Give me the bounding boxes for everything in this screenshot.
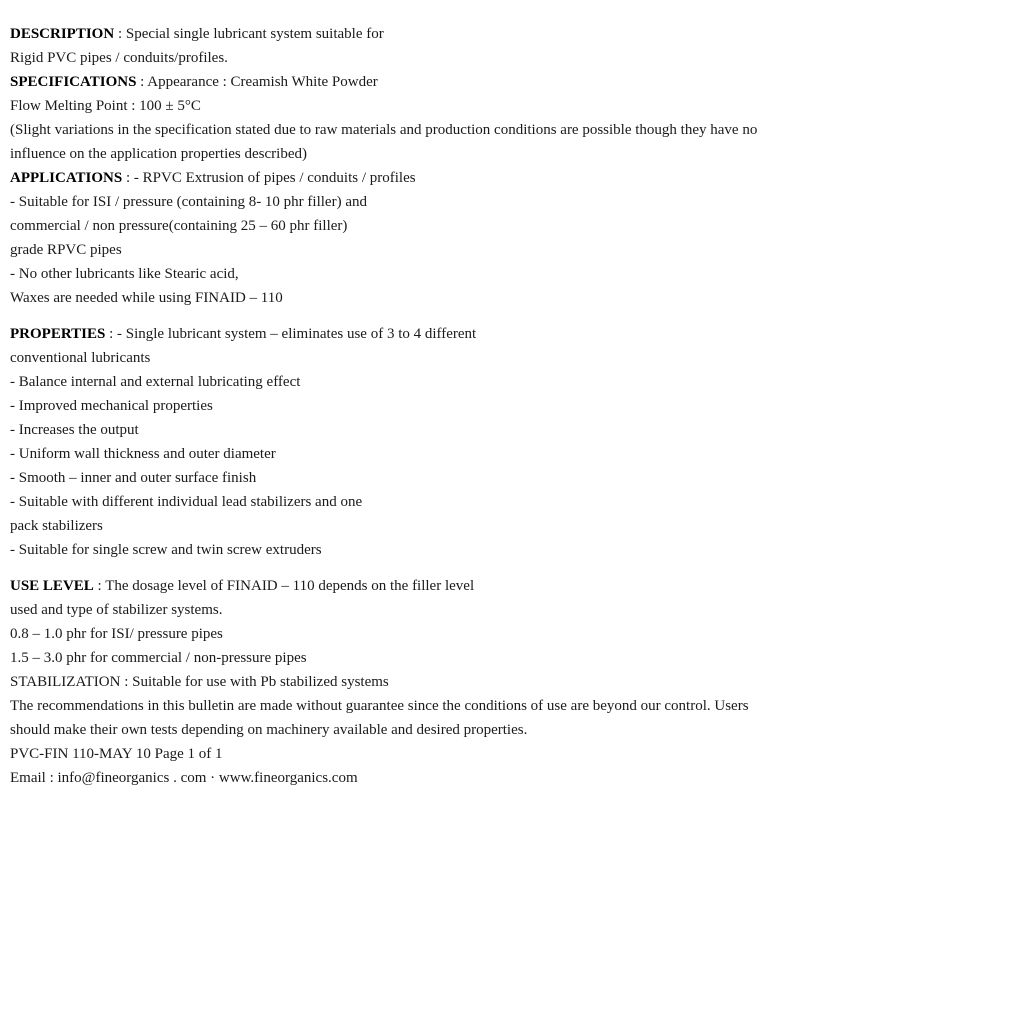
- description-section: [10, 22, 1010, 70]
- applications-text: : - RPVC Extrusion of pipes / conduits / profiles: [122, 170, 416, 186]
- properties-line: - Improved mechanical properties: [10, 398, 213, 414]
- specifications-note-2: influence on the application properties described): [10, 146, 307, 162]
- stabilization-line: STABILIZATION : Suitable for use with Pb stabilized systems: [10, 674, 389, 690]
- footer: [10, 742, 1010, 790]
- applications-line: Waxes are needed while using FINAID – 110: [10, 290, 283, 306]
- properties-line: - Uniform wall thickness and outer diameter: [10, 446, 276, 462]
- use-level-heading: USE LEVEL: [10, 578, 94, 594]
- properties-line-1: [10, 322, 1010, 346]
- properties-line: - Smooth – inner and outer surface finish: [10, 470, 257, 486]
- applications-line: - No other lubricants like Stearic acid,: [10, 266, 239, 282]
- flow-melting-point: Flow Melting Point : 100 ± 5°C: [10, 98, 201, 114]
- applications-line: - Suitable for ISI / pressure (containing 8- 10 phr filler) and: [10, 194, 367, 210]
- specifications-section: [10, 70, 1010, 166]
- applications-heading: APPLICATIONS: [10, 170, 123, 186]
- properties-line: - Suitable with different individual lead stabilizers and one: [10, 494, 363, 510]
- appearance-text: : Appearance : Creamish White Powder: [136, 74, 378, 90]
- specifications-note-1: (Slight variations in the specification stated due to raw materials and production conditions are possible though they have no: [10, 122, 758, 138]
- description-text: : Special single lubricant system suitable for: [114, 26, 384, 42]
- properties-line: - Increases the output: [10, 422, 139, 438]
- use-level-line: used and type of stabilizer systems.: [10, 602, 223, 618]
- use-level-line: 1.5 – 3.0 phr for commercial / non-pressure pipes: [10, 650, 307, 666]
- document-reference: PVC-FIN 110-MAY 10 Page 1 of 1: [10, 746, 223, 762]
- specifications-line-1: [10, 70, 1010, 94]
- applications-line: commercial / non pressure(containing 25 – 60 phr filler): [10, 218, 348, 234]
- contact-line: Email : info@fineorganics . com · www.fineorganics.com: [10, 770, 358, 786]
- description-line-1: [10, 22, 1010, 46]
- applications-line-1: [10, 166, 1010, 190]
- description-heading: DESCRIPTION: [10, 26, 115, 42]
- disclaimer-line: should make their own tests depending on machinery available and desired properties.: [10, 722, 528, 738]
- use-level-line: 0.8 – 1.0 phr for ISI/ pressure pipes: [10, 626, 223, 642]
- applications-line: grade RPVC pipes: [10, 242, 122, 258]
- use-level-line-1: [10, 574, 1010, 598]
- properties-section: [10, 322, 1010, 562]
- specifications-heading: SPECIFICATIONS: [10, 74, 137, 90]
- description-line-2: Rigid PVC pipes / conduits/profiles.: [10, 50, 228, 66]
- datasheet-document: [10, 22, 1010, 790]
- disclaimer-line: The recommendations in this bulletin are made without guarantee since the conditions of use are beyond our control. Users: [10, 698, 749, 714]
- use-level-text: : The dosage level of FINAID – 110 depends on the filler level: [93, 578, 475, 594]
- properties-line: - Balance internal and external lubricating effect: [10, 374, 301, 390]
- properties-line: pack stabilizers: [10, 518, 103, 534]
- properties-line: conventional lubricants: [10, 350, 151, 366]
- applications-section: [10, 166, 1010, 310]
- properties-text: : - Single lubricant system – eliminates use of 3 to 4 different: [105, 326, 477, 342]
- properties-line: - Suitable for single screw and twin screw extruders: [10, 542, 322, 558]
- use-level-section: [10, 574, 1010, 742]
- properties-heading: PROPERTIES: [10, 326, 106, 342]
